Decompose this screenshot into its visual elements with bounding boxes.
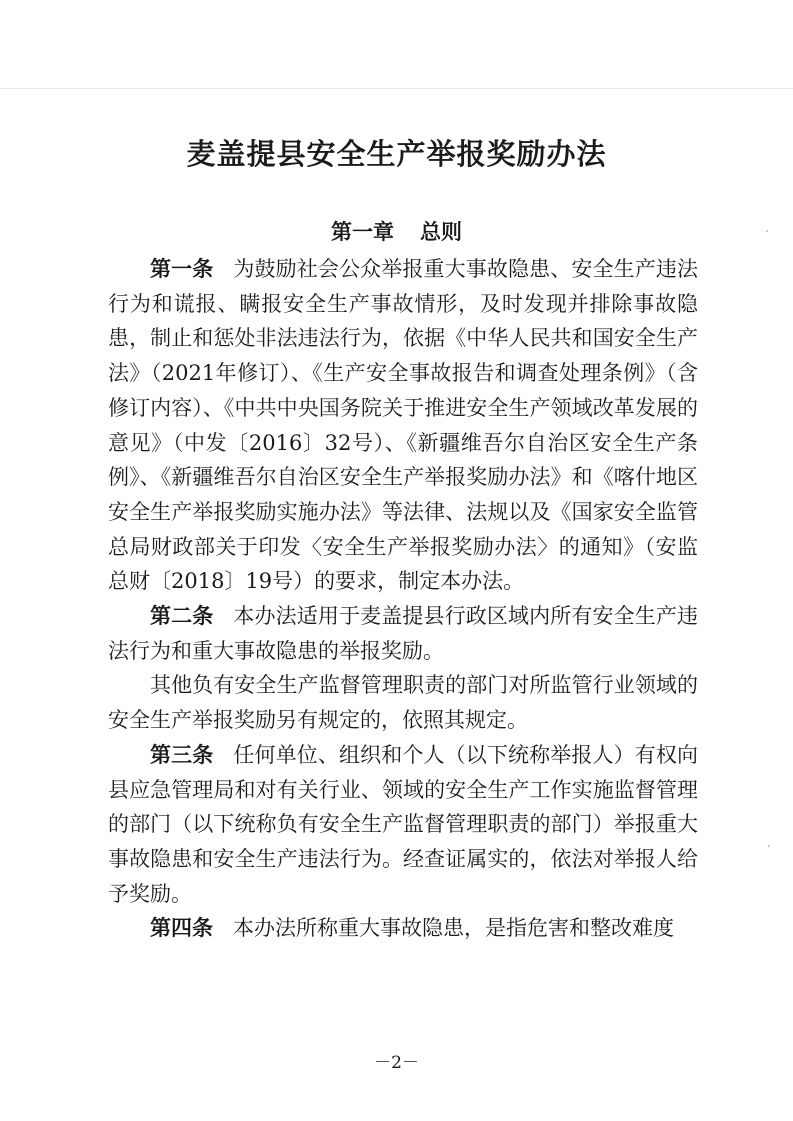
article-text: 任何单位、组织和个人（以下统称举报人）有权向县应急管理局和对有关行业、领域的安全生产工作实施监督管理的部门（以下统称负有安全生产监督管理职责的部门）举报重大事故隐患和安全生产违法行为。经查证属实的，依法对举报人给予奖励。 bbox=[108, 742, 698, 906]
scan-speck bbox=[768, 845, 770, 847]
document-body bbox=[108, 252, 698, 946]
article-text: 为鼓励社会公众举报重大事故隐患、安全生产违法行为和谎报、瞒报安全生产事故情形，及时发现并排除事故隐患，制止和惩处非法违法行为，依据《中华人民共和国安全生产法》（2021年修订）、《生产安全事故报告和调查处理条例》（含修订内容）、《中共中央国务院关于推进安全生产领域改革发展的意见》（中发〔2016〕32号）、《新疆维吾尔自治区安全生产条例》、《新疆维吾尔自治区安全生产举报奖励办法》和《喀什地区安全生产举报奖励实施办法》等法律、法规以及《国家安全监管总局财政部关于印发〈安全生产举报奖励办法〉的通知》（安监总财〔2018〕19号）的要求，制定本办法。 bbox=[108, 257, 698, 594]
chapter-heading bbox=[0, 216, 793, 246]
article-text: 其他负有安全生产监督管理职责的部门对所监管行业领域的安全生产举报奖励另有规定的，依照其规定。 bbox=[108, 673, 698, 733]
chapter-number: 第一章 bbox=[331, 220, 394, 244]
article-paragraph bbox=[108, 668, 698, 737]
article-label: 第四条 bbox=[150, 916, 213, 941]
article-text: 本办法所称重大事故隐患，是指危害和整改难度 bbox=[233, 916, 674, 941]
article-label: 第一条 bbox=[150, 257, 214, 281]
article-paragraph bbox=[108, 252, 698, 599]
chapter-name: 总则 bbox=[420, 220, 462, 244]
article-paragraph bbox=[108, 599, 698, 668]
article-label: 第三条 bbox=[150, 742, 214, 767]
article-text: 本办法适用于麦盖提县行政区域内所有安全生产违法行为和重大事故隐患的举报奖励。 bbox=[108, 604, 698, 663]
article-label: 第二条 bbox=[150, 604, 214, 629]
page-number: －2－ bbox=[374, 1053, 419, 1073]
scan-top-edge bbox=[0, 88, 793, 89]
scan-speck bbox=[766, 230, 768, 232]
article-paragraph bbox=[108, 738, 698, 912]
article-paragraph bbox=[108, 911, 698, 946]
document-title: 麦盖提县安全生产举报奖励办法 bbox=[186, 137, 607, 171]
